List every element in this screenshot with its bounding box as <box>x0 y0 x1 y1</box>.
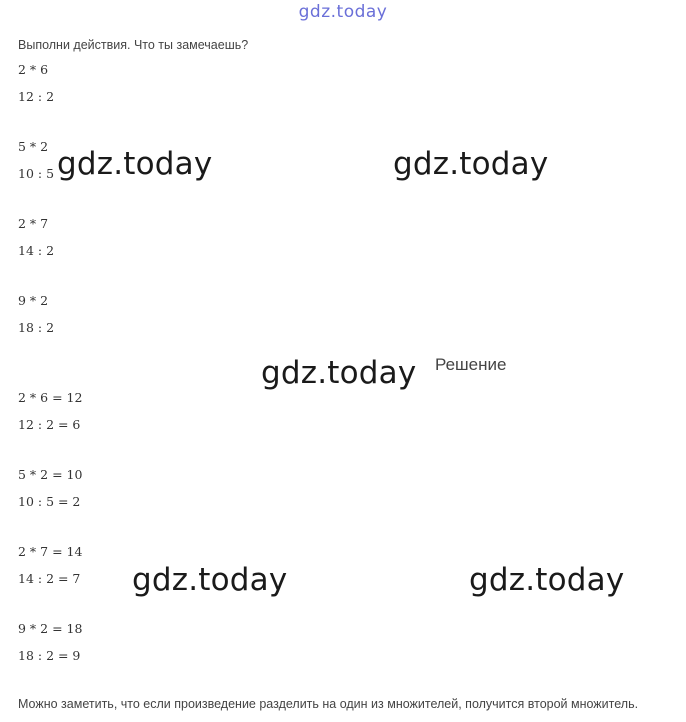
problem-line: 12 : 2 <box>18 89 55 104</box>
watermark: gdz.today <box>469 562 625 598</box>
problem-line: 2 * 6 <box>18 62 49 77</box>
solution-line: 2 * 6 = 12 <box>18 390 83 405</box>
solution-line: 12 : 2 = 6 <box>18 417 81 432</box>
solution-line: 9 * 2 = 18 <box>18 621 83 636</box>
watermark: gdz.today <box>132 562 288 598</box>
problem-line: 5 * 2 <box>18 139 49 154</box>
solution-line: 2 * 7 = 14 <box>18 544 83 559</box>
solution-title: Решение <box>435 355 507 374</box>
problem-line: 2 * 7 <box>18 216 49 231</box>
problem-line: 10 : 5 <box>18 166 55 181</box>
task-text: Выполни действия. Что ты замечаешь? <box>18 38 249 52</box>
solution-line: 18 : 2 = 9 <box>18 648 81 663</box>
problem-line: 14 : 2 <box>18 243 55 258</box>
watermark: gdz.today <box>57 146 213 182</box>
watermark: gdz.today <box>393 146 549 182</box>
conclusion-text: Можно заметить, что если произведение разделить на один из множителей, получится второй множитель. <box>18 697 639 711</box>
watermark: gdz.today <box>261 355 417 391</box>
problem-line: 9 * 2 <box>18 293 49 308</box>
site-logo: gdz.today <box>298 2 388 22</box>
solution-line: 5 * 2 = 10 <box>18 467 83 482</box>
solution-line: 14 : 2 = 7 <box>18 571 81 586</box>
problem-line: 18 : 2 <box>18 320 55 335</box>
solution-line: 10 : 5 = 2 <box>18 494 81 509</box>
